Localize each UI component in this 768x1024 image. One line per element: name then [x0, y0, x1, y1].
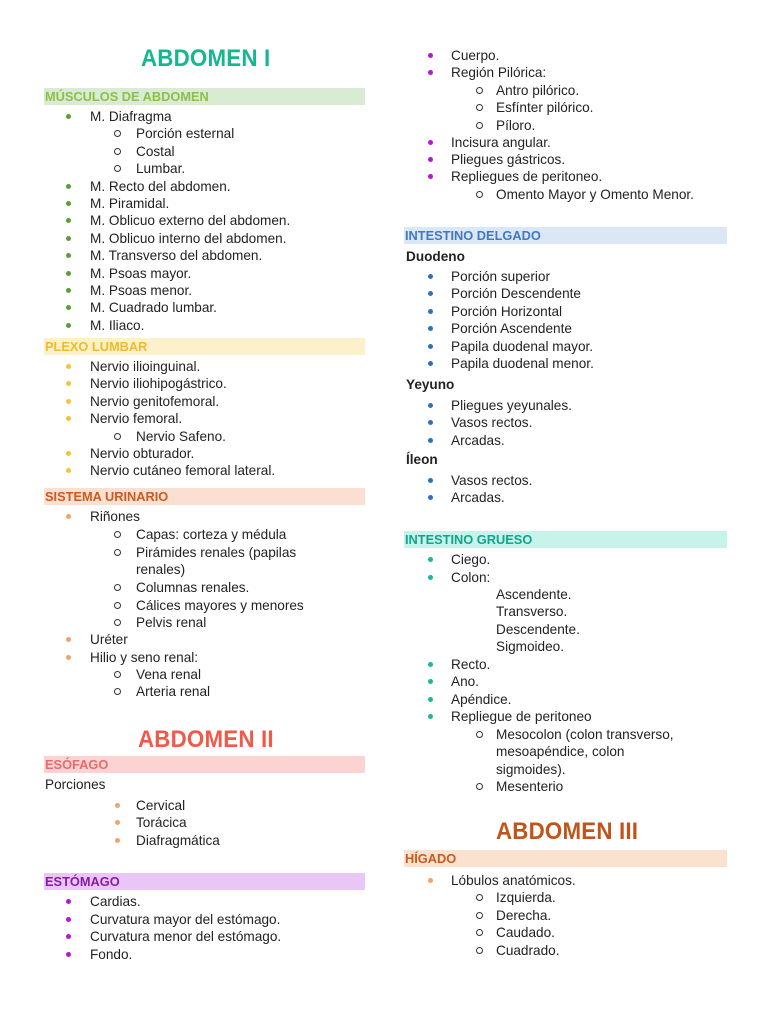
list-item-text: Ano. [451, 674, 479, 689]
header-intestino-grueso: INTESTINO GRUESO [404, 531, 727, 548]
list-item-text: M. Diafragma [90, 109, 172, 124]
list-item-text: Sigmoideo. [496, 639, 565, 654]
bullet-dot-icon [66, 416, 71, 421]
musculo-item [44, 160, 374, 177]
list-item-text: Transverso. [496, 604, 568, 619]
list-item-text: Lóbulos anatómicos. [451, 873, 576, 888]
list-item-text: Riñones [90, 509, 140, 524]
bullet-dot-icon [428, 575, 433, 580]
list-item-text: Arteria renal [136, 684, 211, 699]
higado-item [404, 942, 734, 959]
bullet-dot-icon [428, 878, 433, 883]
higado-item [404, 907, 734, 924]
bullet-ring-icon [476, 191, 483, 198]
bullet-dot-icon [428, 70, 433, 75]
musculo-item [44, 108, 374, 125]
subheading-duodeno [404, 248, 734, 265]
header-esofago: ESÓFAGO [44, 756, 365, 773]
bullet-dot-icon [66, 934, 71, 939]
duodeno-item [404, 285, 734, 302]
bullet-dot-icon [428, 309, 433, 314]
list-item-text: Derecha. [496, 907, 552, 923]
list-item-text: Cervical [136, 798, 186, 813]
urinario-item [44, 508, 374, 525]
list-item-text: Mesenterio [496, 779, 564, 794]
list-item-text: Vena renal [136, 667, 202, 682]
list-item-text: M. Recto del abdomen. [90, 178, 231, 194]
bullet-ring-icon [114, 619, 121, 626]
list-item-text: Región Pilórica: [451, 65, 547, 80]
plexo-item [44, 358, 374, 375]
list-item-text: Pelvis renal [136, 615, 207, 630]
plexo-item [44, 428, 374, 445]
bullet-ring-icon [114, 165, 121, 172]
grueso-item [404, 638, 734, 655]
bullet-ring-icon [476, 929, 483, 936]
list-item-text: M. Iliaco. [90, 317, 145, 333]
list-item-text: Diafragmática [136, 832, 220, 848]
list-item-text: Porción Descendente [451, 286, 581, 302]
list-item-text: Papila duodenal menor. [451, 356, 594, 371]
higado-item [404, 924, 734, 941]
list-item-text: M. Oblicuo interno del abdomen. [90, 230, 287, 246]
bullet-dot-icon [66, 468, 71, 473]
urinario-item [44, 649, 374, 666]
subheading-ileon [404, 451, 734, 468]
urinario-item [44, 526, 374, 543]
bullet-ring-icon [476, 87, 483, 94]
musculo-item [44, 247, 374, 264]
bullet-dot-icon [66, 218, 71, 223]
higado-item [404, 889, 734, 906]
bullet-dot-icon [66, 381, 71, 386]
bullet-ring-icon [114, 602, 121, 609]
estomago-item [404, 168, 734, 185]
estomago-item [404, 82, 734, 99]
bullet-dot-icon [115, 838, 120, 843]
estomago-item [404, 186, 734, 203]
grueso-item [404, 691, 734, 708]
grueso-item [404, 586, 734, 603]
musculo-item [44, 143, 374, 160]
list-item-text: Arcadas. [451, 490, 505, 506]
bullet-dot-icon [66, 271, 71, 276]
list-item-text: Arcadas. [451, 432, 505, 448]
urinario-item [44, 561, 374, 578]
duodeno-item [404, 303, 734, 320]
musculo-item [44, 230, 374, 247]
estomago-item [404, 47, 734, 64]
list-item-text: Colon: [451, 570, 491, 585]
grueso-item [404, 726, 734, 743]
list-item-text: Uréter [90, 632, 128, 647]
header-sistema-urinario: SISTEMA URINARIO [44, 488, 365, 505]
list-item-text: M. Cuadrado lumbar. [90, 300, 217, 316]
list-item-text: Cuadrado. [496, 942, 560, 958]
bullet-ring-icon [476, 731, 483, 738]
bullet-dot-icon [66, 655, 71, 660]
list-item-text: Duodeno [406, 249, 465, 264]
estomago-item [44, 946, 374, 963]
bullet-dot-icon [66, 952, 71, 957]
bullet-dot-icon [66, 253, 71, 258]
esofago-item [44, 797, 374, 814]
list-item-text: Porción superior [451, 269, 550, 284]
subheading-yeyuno [404, 376, 734, 393]
bullet-dot-icon [66, 514, 71, 519]
grueso-item [404, 656, 734, 673]
musculo-item [44, 265, 374, 282]
musculo-item [44, 299, 374, 316]
bullet-dot-icon [66, 899, 71, 904]
grueso-item [404, 621, 734, 638]
bullet-dot-icon [115, 803, 120, 808]
list-item-text: Íleon [406, 452, 438, 467]
bullet-dot-icon [66, 399, 71, 404]
list-item-text: Capas: corteza y médula [136, 527, 287, 542]
list-item-text: Fondo. [90, 946, 133, 962]
grueso-item [404, 569, 734, 586]
yeyuno-item [404, 414, 734, 431]
list-item-text: Ciego. [451, 552, 491, 567]
bullet-ring-icon [476, 783, 483, 790]
list-item-text: M. Piramidal. [90, 196, 170, 211]
bullet-dot-icon [428, 662, 433, 667]
bullet-ring-icon [114, 130, 121, 137]
plexo-item [44, 445, 374, 462]
header-plexo-lumbar: PLEXO LUMBAR [44, 338, 365, 355]
grueso-item [404, 778, 734, 795]
bullet-dot-icon [428, 495, 433, 500]
bullet-dot-icon [66, 305, 71, 310]
grueso-item [404, 551, 734, 568]
list-item-text: M. Transverso del abdomen. [90, 248, 263, 264]
bullet-dot-icon [428, 557, 433, 562]
estomago-item [44, 928, 374, 945]
duodeno-item [404, 355, 734, 372]
urinario-item [44, 579, 374, 596]
list-item-text: Costal [136, 143, 175, 159]
list-item-text: Lumbar. [136, 161, 186, 177]
urinario-item [44, 666, 374, 683]
list-item-text: Curvatura mayor del estómago. [90, 911, 281, 927]
bullet-ring-icon [114, 584, 121, 591]
list-item-text: Curvatura menor del estómago. [90, 929, 282, 945]
estomago-item [404, 64, 734, 81]
bullet-dot-icon [428, 361, 433, 366]
list-item-text: Columnas renales. [136, 580, 250, 595]
list-item-text: Apéndice. [451, 692, 512, 707]
duodeno-item [404, 320, 734, 337]
estomago-item [44, 911, 374, 928]
ileon-item [404, 489, 734, 506]
list-item-text: Caudado. [496, 925, 555, 941]
esofago-item [44, 814, 374, 831]
bullet-dot-icon [66, 184, 71, 189]
bullet-dot-icon [428, 478, 433, 483]
bullet-dot-icon [428, 438, 433, 443]
list-item-text: Porciones [45, 777, 106, 792]
bullet-dot-icon [428, 326, 433, 331]
list-item-text: Nervio femoral. [90, 411, 183, 427]
list-item-text: Esfínter pilórico. [496, 100, 594, 115]
bullet-dot-icon [66, 917, 71, 922]
urinario-item [44, 683, 374, 700]
header-musculos: MÚSCULOS DE ABDOMEN [44, 88, 365, 105]
list-item-text: Nervio iliohipogástrico. [90, 376, 227, 392]
list-item-text: Porción Ascendente [451, 321, 572, 337]
bullet-ring-icon [476, 894, 483, 901]
list-item-text: Nervio Safeno. [136, 428, 226, 444]
list-item-text: Pliegues gástricos. [451, 152, 566, 167]
bullet-ring-icon [114, 148, 121, 155]
bullet-dot-icon [66, 236, 71, 241]
estomago-item [404, 151, 734, 168]
bullet-dot-icon [428, 157, 433, 162]
list-item-text: Nervio obturador. [90, 446, 195, 461]
grueso-item [404, 673, 734, 690]
estomago-item [404, 117, 734, 134]
list-item-text: mesoapéndice, colon [496, 744, 625, 759]
bullet-ring-icon [476, 122, 483, 129]
grueso-item [404, 743, 734, 760]
bullet-ring-icon [114, 433, 121, 440]
list-item-text: Repliegues de peritoneo. [451, 169, 603, 184]
list-item-text: Cálices mayores y menores [136, 598, 304, 613]
section-title-abdomen-3: ABDOMEN III [496, 818, 639, 845]
list-item-text: M. Oblicuo externo del abdomen. [90, 213, 291, 229]
bullet-ring-icon [114, 549, 121, 556]
list-item-text: Vasos rectos. [451, 415, 533, 431]
list-item-text: Ascendente. [496, 587, 572, 602]
list-item-text: Yeyuno [406, 377, 455, 392]
header-intestino-delgado: INTESTINO DELGADO [404, 227, 727, 244]
bullet-dot-icon [66, 364, 71, 369]
list-item-text: Porción esternal [136, 126, 235, 142]
plexo-item [44, 462, 374, 479]
higado-item [404, 872, 734, 889]
porciones-label [44, 776, 374, 793]
list-item-text: M. Psoas menor. [90, 283, 192, 298]
bullet-ring-icon [114, 688, 121, 695]
bullet-ring-icon [476, 947, 483, 954]
bullet-dot-icon [66, 637, 71, 642]
urinario-item [44, 614, 374, 631]
list-item-text: Izquierda. [496, 890, 556, 906]
bullet-dot-icon [428, 344, 433, 349]
list-item-text: Nervio genitofemoral. [90, 393, 220, 409]
section-title-abdomen-2: ABDOMEN II [138, 726, 274, 753]
list-item-text: Pliegues yeyunales. [451, 398, 572, 413]
bullet-ring-icon [476, 104, 483, 111]
plexo-item [44, 393, 374, 410]
list-item-text: Torácica [136, 815, 187, 831]
bullet-dot-icon [428, 174, 433, 179]
estomago-item [44, 893, 374, 910]
list-item-text: Recto. [451, 657, 491, 672]
list-item-text: Pirámides renales (papilas [136, 545, 297, 560]
list-item-text: Incisura angular. [451, 135, 551, 150]
bullet-dot-icon [115, 820, 120, 825]
bullet-dot-icon [66, 451, 71, 456]
section-title-abdomen-1: ABDOMEN I [141, 45, 271, 72]
list-item-text: Píloro. [496, 118, 536, 133]
list-item-text: sigmoides). [496, 762, 566, 777]
esofago-item [44, 832, 374, 849]
grueso-item [404, 603, 734, 620]
bullet-dot-icon [428, 679, 433, 684]
list-item-text: Porción Horizontal [451, 303, 563, 319]
bullet-dot-icon [428, 53, 433, 58]
musculo-item [44, 178, 374, 195]
bullet-ring-icon [114, 671, 121, 678]
musculo-item [44, 212, 374, 229]
list-item-text: M. Psoas mayor. [90, 265, 192, 281]
urinario-item [44, 631, 374, 648]
bullet-dot-icon [428, 140, 433, 145]
estomago-item [404, 99, 734, 116]
list-item-text: Cuerpo. [451, 48, 500, 63]
musculo-item [44, 282, 374, 299]
grueso-item [404, 761, 734, 778]
bullet-dot-icon [428, 274, 433, 279]
urinario-item [44, 597, 374, 614]
plexo-item [44, 410, 374, 427]
list-item-text: Mesocolon (colon transverso, [496, 727, 674, 742]
bullet-dot-icon [66, 288, 71, 293]
plexo-item [44, 375, 374, 392]
header-higado: HÍGADO [404, 850, 727, 867]
bullet-dot-icon [66, 323, 71, 328]
urinario-item [44, 544, 374, 561]
yeyuno-item [404, 432, 734, 449]
list-item-text: Omento Mayor y Omento Menor. [496, 187, 694, 202]
musculo-item [44, 125, 374, 142]
bullet-ring-icon [476, 912, 483, 919]
list-item-text: Vasos rectos. [451, 473, 533, 488]
list-item-text: renales) [136, 562, 186, 577]
bullet-ring-icon [114, 531, 121, 538]
list-item-text: Descendente. [496, 622, 580, 637]
duodeno-item [404, 338, 734, 355]
bullet-dot-icon [428, 403, 433, 408]
bullet-dot-icon [66, 201, 71, 206]
estomago-item [404, 134, 734, 151]
bullet-dot-icon [66, 114, 71, 119]
bullet-dot-icon [428, 291, 433, 296]
header-estomago: ESTÓMAGO [44, 873, 365, 890]
grueso-item [404, 708, 734, 725]
list-item-text: Hilio y seno renal: [90, 650, 199, 665]
duodeno-item [404, 268, 734, 285]
ileon-item [404, 472, 734, 489]
musculo-item [44, 317, 374, 334]
bullet-dot-icon [428, 420, 433, 425]
list-item-text: Nervio ilioinguinal. [90, 359, 201, 374]
list-item-text: Cardias. [90, 894, 141, 909]
list-item-text: Repliegue de peritoneo [451, 709, 592, 724]
yeyuno-item [404, 397, 734, 414]
list-item-text: Nervio cutáneo femoral lateral. [90, 463, 276, 479]
musculo-item [44, 195, 374, 212]
list-item-text: Papila duodenal mayor. [451, 338, 594, 354]
list-item-text: Antro pilórico. [496, 83, 580, 98]
bullet-dot-icon [428, 697, 433, 702]
bullet-dot-icon [428, 714, 433, 719]
